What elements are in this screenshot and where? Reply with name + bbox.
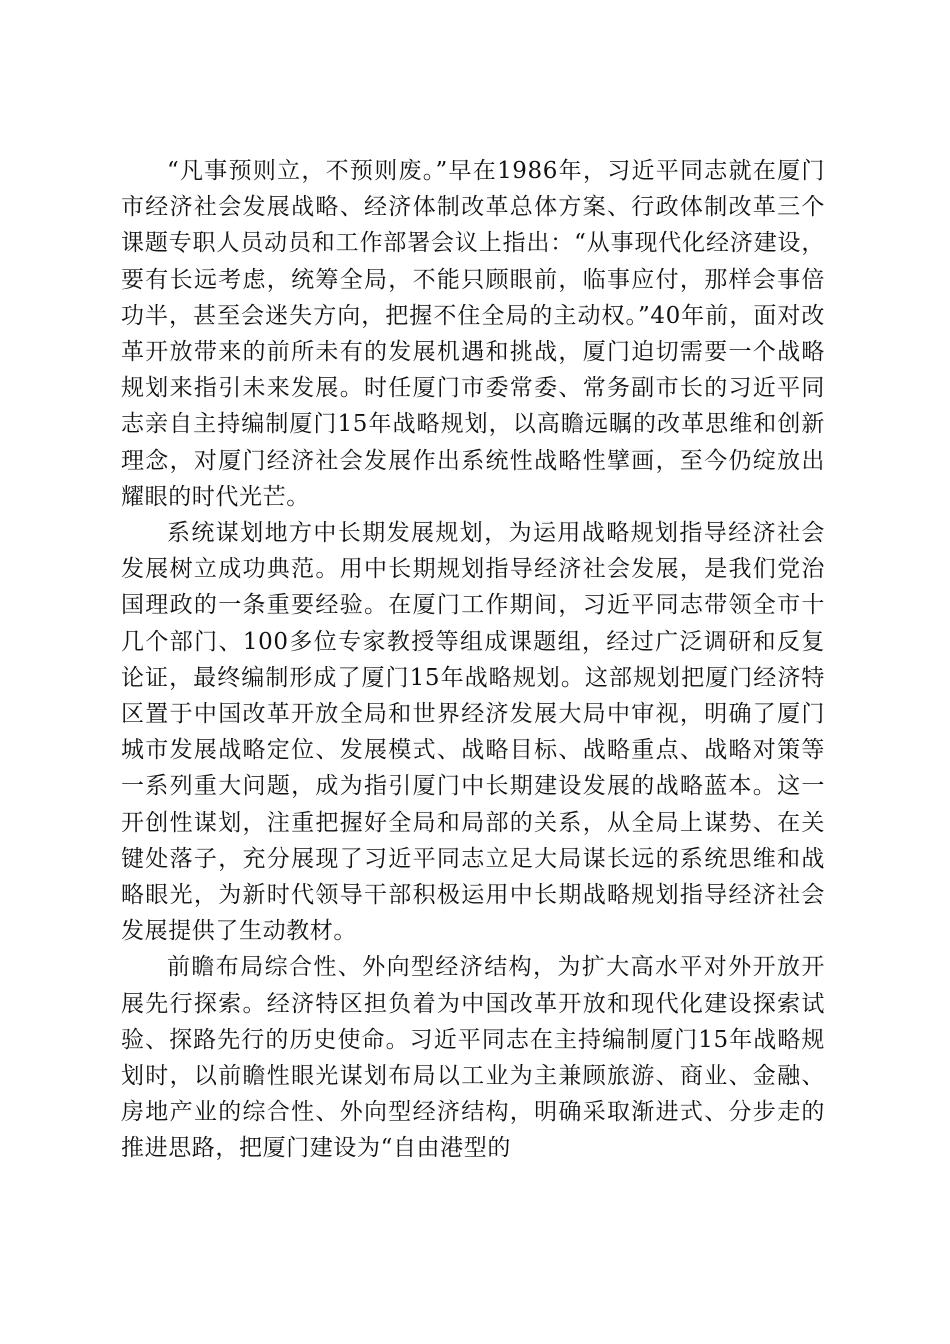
paragraph-3: 前瞻布局综合性、外向型经济结构，为扩大高水平对外开放开展先行探索。经济特区担负着为中国改革开放和现代化建设探索试验、探路先行的历史使命。习近平同志在主持编制厦门15年战略规划时，以前瞻性眼光谋划布局以工业为主兼顾旅游、商业、金融、房地产业的综合性、外向型经济结构，明确采取渐进式、分步走的推进思路，把厦门建设为“自由港型的: [121, 954, 825, 1162]
article-body: [121, 153, 825, 1167]
paragraph-2: 系统谋划地方中长期发展规划，为运用战略规划指导经济社会发展树立成功典范。用中长期规划指导经济社会发展，是我们党治国理政的一条重要经验。在厦门工作期间，习近平同志带领全市十几个部门、100多位专家教授等组成课题组，经过广泛调研和反复论证，最终编制形成了厦门15年战略规划。这部规划把厦门经济特区置于中国改革开放全局和世界经济发展大局中审视，明确了厦门城市发展战略定位、发展模式、战略目标、战略重点、战略对策等一系列重大问题，成为指引厦门中长期建设发展的战略蓝本。这一开创性谋划，注重把握好全局和局部的关系，从全局上谋势、在关键处落子，充分展现了习近平同志立足大局谋长远的系统思维和战略眼光，为新时代领导干部积极运用中长期战略规划指导经济社会发展提供了生动教材。: [121, 520, 825, 945]
paragraph-1: “凡事预则立，不预则废。”早在1986年，习近平同志就在厦门市经济社会发展战略、经济体制改革总体方案、行政体制改革三个课题专职人员动员和工作部署会议上指出：“从事现代化经济建设，要有长远考虑，统筹全局，不能只顾眼前，临事应付，那样会事倍功半，甚至会迷失方向，把握不住全局的主动权。”40年前，面对改革开放带来的前所未有的发展机遇和挑战，厦门迫切需要一个战略规划来指引未来发展。时任厦门市委常委、常务副市长的习近平同志亲自主持编制厦门15年战略规划，以高瞻远瞩的改革思维和创新理念，对厦门经济社会发展作出系统性战略性擘画，至今仍绽放出耀眼的时代光芒。: [121, 158, 825, 510]
